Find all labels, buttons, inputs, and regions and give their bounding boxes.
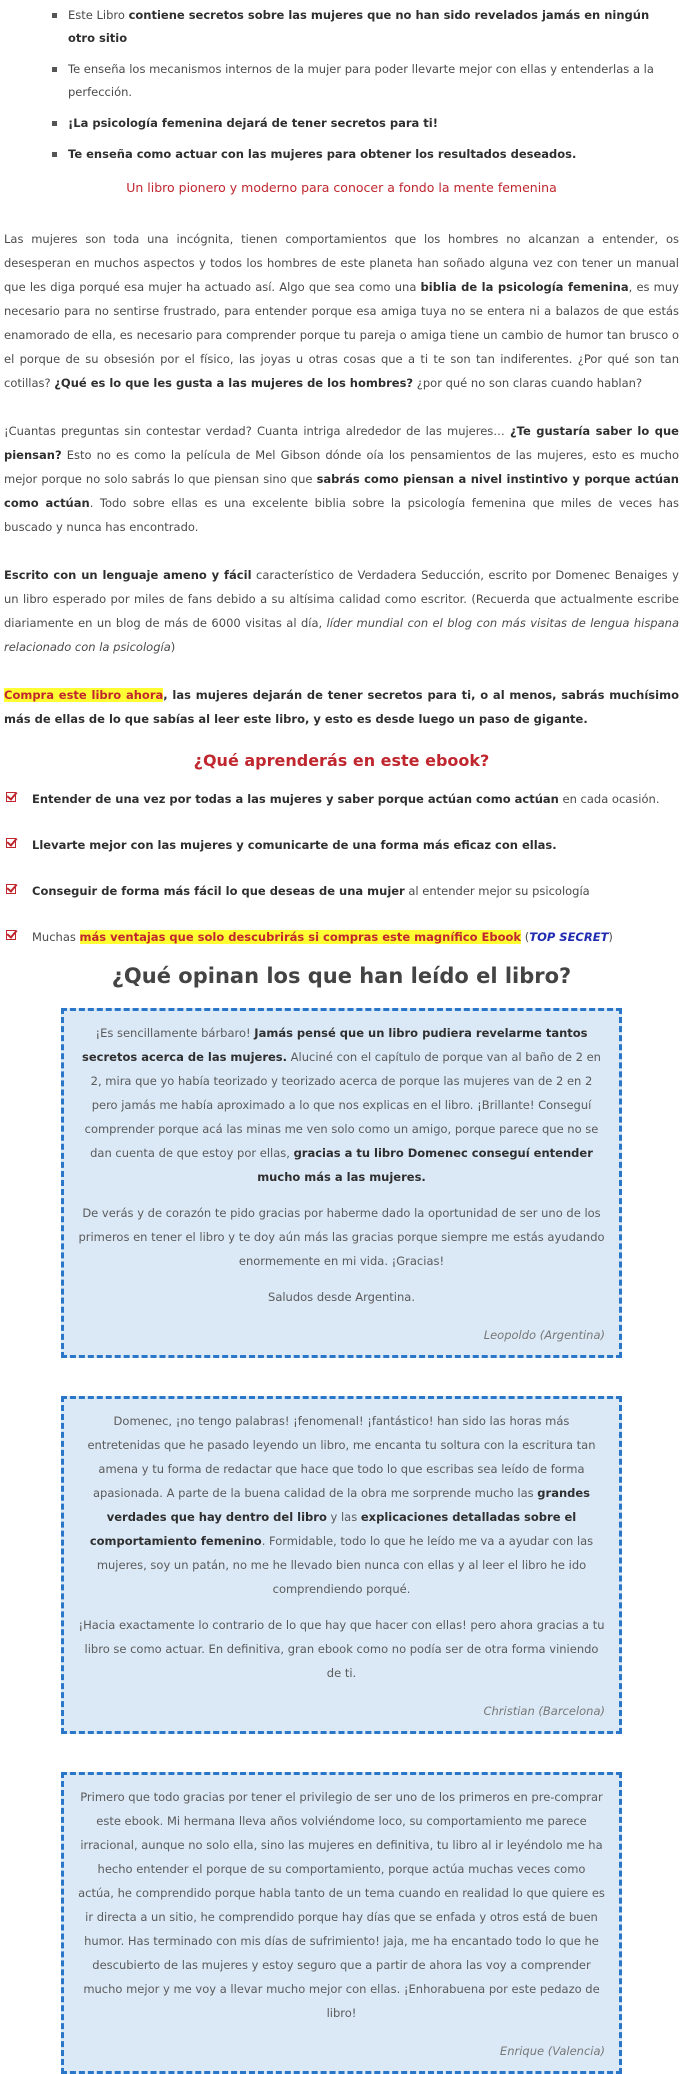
bullet-item: [68, 112, 679, 135]
checkbox-check-icon: [6, 792, 16, 802]
checklist-item: Muchas más ventajas que solo descubrirás si compras este magnífico Ebook (TOP SECRET): [4, 926, 679, 948]
testimonial-box: [61, 1772, 622, 2074]
checklist-item: Llevarte mejor con las mujeres y comunicarte de una forma más eficaz con ellas.: [4, 834, 679, 856]
author-paragraph: Escrito con un lenguaje ameno y fácil característico de Verdadera Seducción, escrito por Domenec Benaiges y un libro esperado por miles de fans debido a su altísima calidad como escritor. (Recuerda que actualmente escribe diariamente en un blog de más de 6000 visitas al día, líder mundial con el blog con más visitas de lengua hispana relacionado con la psicología): [4, 568, 679, 654]
checklist-item: Entender de una vez por todas a las mujeres y saber porque actúan como actúan en cada ocasión.: [4, 788, 679, 810]
benefit-checklist: [4, 788, 679, 948]
bullet-bold: ¡La psicología femenina dejará de tener secretos para ti!: [68, 116, 438, 130]
advantages-highlight: más ventajas que solo descubrirás si compras este magnífico Ebook: [79, 930, 522, 944]
testimonial-text: De verás y de corazón te pido gracias por haberme dado la oportunidad de ser uno de los primeros en tener el libro y te doy aún más las gracias porque siempre me estás ayudando enormemente en mi vida. ¡Gracias!: [78, 1206, 605, 1268]
bullet-bold: contiene secretos sobre las mujeres que no han sido revelados jamás en ningún otro sitio: [68, 8, 650, 45]
checkbox-check-icon: [6, 884, 16, 894]
opinions-heading: ¿Qué opinan los que han leído el libro?: [111, 964, 572, 988]
testimonial-text: ¡Hacia exactamente lo contrario de lo que hay que hacer con ellas! pero ahora gracias a tu libro se como actuar. En definitiva, gran ebook como no podía ser de otra forma viniendo de ti.: [78, 1618, 605, 1680]
checklist-item: Conseguir de forma más fácil lo que deseas de una mujer al entender mejor su psicología: [4, 880, 679, 902]
testimonial-text: Domenec, ¡no tengo palabras! ¡fenomenal! ¡fantástico! han sido las horas más entretenidas que he pasado leyendo un libro, me encanta tu soltura con la escritura tan amena y tu forma de redactar que hace que todo lo que escribas sea leído de forma apasionada. A parte de la buena calidad de la obra me sorprende mucho las grandes verdades que hay dentro del libro y las explicaciones detalladas sobre el comportamiento femenino. Formidable, todo lo que he leído me va a ayudar con las mujeres, soy un patán, no me he llevado bien nunca con ellas y al leer el libro he ido comprendiendo porqué.: [87, 1414, 596, 1596]
checkbox-check-icon: [6, 838, 16, 848]
bullet-item: Te enseña los mecanismos internos de la mujer para poder llevarte mejor con ellas y entenderlas a la perfección.: [68, 58, 679, 104]
questions-paragraph: ¡Cuantas preguntas sin contestar verdad? Cuanta intriga alrededor de las mujeres… ¿Te gustaría saber lo que piensan? Esto no es como la película de Mel Gibson dónde oía los pensamientos de las mujeres, esto es mucho mejor porque no solo sabrás lo que piensan sino que sabrás como piensan a nivel instintivo y porque actúan como actúan. Todo sobre ellas es una excelente biblia sobre la psicología femenina que miles de veces has buscado y nunca has encontrado.: [4, 424, 679, 534]
bullet-item: [68, 143, 679, 166]
testimonial-text: Saludos desde Argentina.: [268, 1290, 415, 1304]
top-secret-label: TOP SECRET: [529, 930, 609, 944]
testimonial-text: ¡Es sencillamente bárbaro! Jamás pensé que un libro pudiera revelarme tantos secretos acerca de las mujeres. Aluciné con el capítulo de porque van al baño de 2 en 2, mira que yo había teorizado y teorizado acerca de porque las mujeres van de 2 en 2 pero jamás me había aproximado a lo que nos explicas en el libro. ¡Brillante! Conseguí comprender porque acá las minas me ven solo como un amigo, porque parece que no se dan cuenta de que estoy por ellas, gracias a tu libro Domenec conseguí entender mucho más a las mujeres.: [82, 1026, 601, 1184]
learn-heading: ¿Qué aprenderás en este ebook?: [193, 751, 490, 770]
testimonial-box: [61, 1008, 622, 1358]
testimonial-text: Primero que todo gracias por tener el privilegio de ser uno de los primeros en pre-comprar este ebook. Mi hermana lleva años volviéndome loco, su comportamiento me parece irracional, aunque no solo ella, sino las mujeres en definitiva, tu libro al ir leyéndolo me ha hecho entender el porque de su comportamiento, porque actúa muchas veces como actúa, he comprendido porque habla tanto de un tema cuando en realidad lo que quiere es ir directa a un sitio, he comprendido porque hay días que se enfada y otros está de buen humor. Has terminado con mis días de sufrimiento! jaja, me ha encantado todo lo que he descubierto de las mujeres y estoy seguro que a partir de ahora las voy a comprender mucho mejor y me voy a llevar mucho mejor con ellas. ¡Enhorabuena por este pedazo de libro!: [78, 1790, 605, 2020]
testimonial-author: Christian (Barcelona): [483, 1704, 605, 1718]
section-subtitle: Un libro pionero y moderno para conocer a fondo la mente femenina: [126, 180, 557, 195]
bullet-item: Este Libro contiene secretos sobre las mujeres que no han sido revelados jamás en ningún otro sitio: [68, 4, 679, 50]
testimonial-author: Enrique (Valencia): [499, 2044, 605, 2058]
testimonial-author: Leopoldo (Argentina): [483, 1328, 605, 1342]
feature-bullet-list: [4, 0, 679, 166]
checkbox-check-icon: [6, 930, 16, 940]
intro-paragraph: Las mujeres son toda una incógnita, tienen comportamientos que los hombres no alcanzan a entender, os desesperan en muchos aspectos y todos los hombres de este planeta han soñado alguna vez con tener un manual que les diga porqué esa mujer ha actuado así. Algo que sea como una biblia de la psicología femenina, es muy necesario para no sentirse frustrado, para entender porque esa amiga tuya no se entera ni a balazos de que estás enamorado de ella, es necesario para comprender porque tu pareja o amiga tiene un cambio de humor tan brusco o el porque de su obsesión por el físico, las joyas u otras cosas que a ti te son tan indiferentes. ¿Por qué son tan cotillas? ¿Qué es lo que les gusta a las mujeres de los hombres? ¿por qué no son claras cuando hablan?: [4, 232, 679, 390]
testimonial-box: [61, 1396, 622, 1734]
bullet-bold: Te enseña como actuar con las mujeres para obtener los resultados deseados.: [68, 147, 577, 161]
buy-now-link[interactable]: Compra este libro ahora: [4, 688, 164, 702]
cta-paragraph: Compra este libro ahora, las mujeres dejarán de tener secretos para ti, o al menos, sabrás muchísimo más de ellas de lo que sabías al leer este libro, y esto es desde luego un paso de gigante.: [4, 688, 679, 726]
